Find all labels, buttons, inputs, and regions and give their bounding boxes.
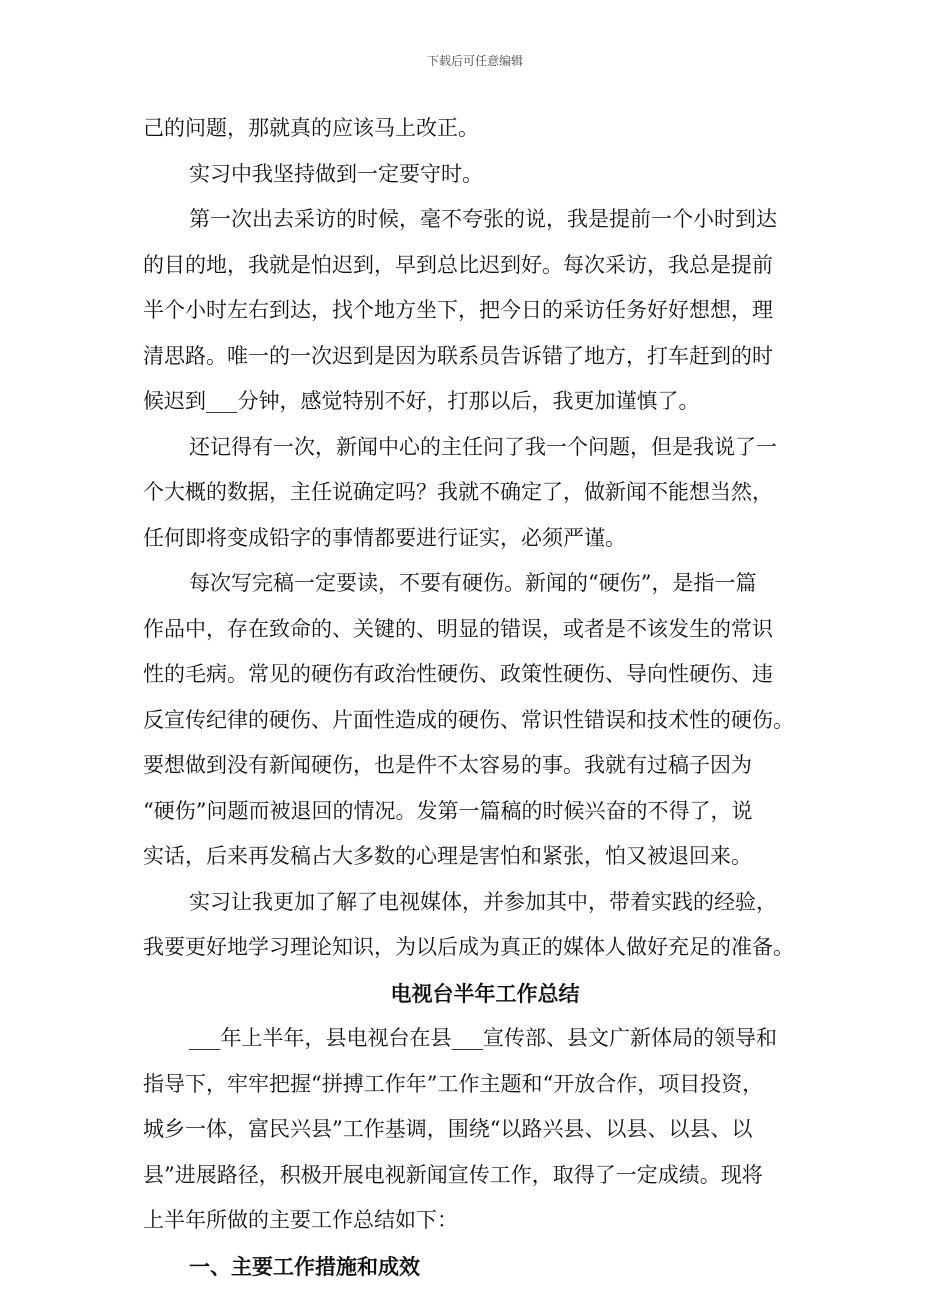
body-line: 每次写完稿一定要读，不要有硬伤。新闻的“硬伤”，是指一篇 — [143, 561, 807, 607]
body-line: “硬伤”问题而被退回的情况。发第一篇稿的时候兴奋的不得了，说 — [143, 789, 807, 835]
body-line: 县”进展路径，积极开展电视新闻宣传工作，取得了一定成绩。现将 — [143, 1153, 807, 1199]
body-line: 个大概的数据，主任说确定吗？我就不确定了，做新闻不能想当然， — [143, 470, 807, 516]
subsection-heading: 一、主要工作措施和成效 — [143, 1244, 807, 1289]
body-line: 候迟到___分钟，感觉特别不好，打那以后，我更加谨慎了。 — [143, 379, 807, 425]
body-line: 还记得有一次，新闻中心的主任问了我一个问题，但是我说了一 — [143, 425, 807, 471]
section-title: 电视台半年工作总结 — [143, 971, 807, 1017]
document-body — [143, 106, 807, 1289]
body-line: 实话，后来再发稿占大多数的心理是害怕和紧张，怕又被退回来。 — [143, 834, 807, 880]
body-line: 要想做到没有新闻硬伤，也是件不太容易的事。我就有过稿子因为 — [143, 743, 807, 789]
body-line: 任何即将变成铅字的事情都要进行证实，必须严谨。 — [143, 516, 807, 562]
body-line: 作品中，存在致命的、关键的、明显的错误，或者是不该发生的常识 — [143, 607, 807, 653]
body-line: 己的问题，那就真的应该马上改正。 — [143, 106, 807, 152]
body-line: 清思路。唯一的一次迟到是因为联系员告诉错了地方，打车赶到的时 — [143, 334, 807, 380]
body-line: 指导下，牢牢把握“拼搏工作年”工作主题和“开放合作，项目投资， — [143, 1062, 807, 1108]
body-line: 我要更好地学习理论知识，为以后成为真正的媒体人做好充足的准备。 — [143, 925, 807, 971]
body-line: 上半年所做的主要工作总结如下： — [143, 1198, 807, 1244]
body-line: 城乡一体，富民兴县”工作基调，围绕“以路兴县、以县、以县、以 — [143, 1107, 807, 1153]
body-line: 第一次出去采访的时候，毫不夸张的说，我是提前一个小时到达 — [143, 197, 807, 243]
body-line: ___年上半年，县电视台在县___宣传部、县文广新体局的领导和 — [143, 1016, 807, 1062]
body-line: 半个小时左右到达，找个地方坐下，把今日的采访任务好好想想，理 — [143, 288, 807, 334]
body-line: 实习让我更加了解了电视媒体，并参加其中，带着实践的经验， — [143, 880, 807, 926]
body-line: 实习中我坚持做到一定要守时。 — [143, 152, 807, 198]
body-line: 反宣传纪律的硬伤、片面性造成的硬伤、常识性错误和技术性的硬伤。 — [143, 698, 807, 744]
body-line: 的目的地，我就是怕迟到，早到总比迟到好。每次采访，我总是提前 — [143, 243, 807, 289]
body-line: 性的毛病。常见的硬伤有政治性硬伤、政策性硬伤、导向性硬伤、违 — [143, 652, 807, 698]
page-header-note: 下载后可任意编辑 — [0, 52, 950, 69]
